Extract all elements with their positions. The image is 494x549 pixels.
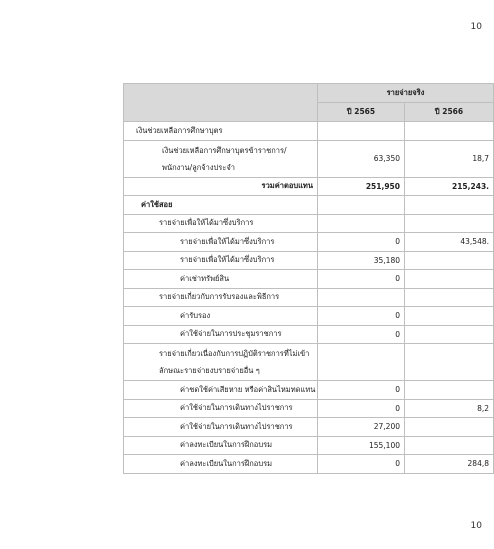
row-label: ค่ารับรอง — [124, 307, 318, 326]
value-2566 — [405, 381, 494, 400]
row-label: ค่าลงทะเบียนในการฝึกอบรม — [124, 436, 318, 455]
row-label: รายจ่ายเกี่ยวเนื่องกับการปฏิบัติราชการที่ไม่เข้าลักษณะรายจ่ายงบรายจ่ายอื่น ๆ — [124, 344, 318, 381]
table-row — [124, 251, 494, 270]
row-label: ค่าเช่าทรัพย์สิน — [124, 270, 318, 289]
value-2565: 155,100 — [318, 436, 405, 455]
row-label: รายจ่ายเพื่อให้ได้มาซึ่งบริการ — [124, 233, 318, 252]
table-row — [124, 325, 494, 344]
value-2565: 35,180 — [318, 251, 405, 270]
value-2565: 0 — [318, 399, 405, 418]
value-2565: 0 — [318, 270, 405, 289]
budget-table — [123, 83, 494, 474]
section-label: ค่าใช้สอย — [124, 196, 318, 215]
value-2565: 63,350 — [318, 140, 405, 177]
total-2566: 215,243. — [405, 177, 494, 196]
table-row-section — [124, 196, 494, 215]
row-label: ค่าใช้จ่ายในการเดินทางไปราชการ — [124, 418, 318, 437]
table-row — [124, 399, 494, 418]
table-row — [124, 140, 494, 177]
page-number-bottom: 10 — [470, 521, 482, 531]
value-2565 — [318, 214, 405, 233]
row-label: ค่าใช้จ่ายในการประชุมราชการ — [124, 325, 318, 344]
value-2566 — [405, 288, 494, 307]
value-2565 — [318, 288, 405, 307]
row-label: รายจ่ายเพื่อให้ได้มาซึ่งบริการ — [124, 214, 318, 233]
header-empty-cell — [124, 84, 318, 122]
row-label: รายจ่ายเพื่อให้ได้มาซึ่งบริการ — [124, 251, 318, 270]
value-2566 — [405, 418, 494, 437]
header-actual-expense: รายจ่ายจริง — [318, 84, 494, 103]
value-2566 — [405, 307, 494, 326]
value-2565 — [318, 122, 405, 141]
header-row-group — [124, 84, 494, 103]
value-2566 — [405, 344, 494, 381]
value-2566 — [405, 251, 494, 270]
table-row — [124, 344, 494, 381]
value-2565: 27,200 — [318, 418, 405, 437]
value-2565: 0 — [318, 455, 405, 474]
value-2566 — [405, 214, 494, 233]
total-2565: 251,950 — [318, 177, 405, 196]
row-label: ค่าลงทะเบียนในการฝึกอบรม — [124, 455, 318, 474]
row-label: เงินช่วยเหลือการศึกษาบุตร — [124, 122, 318, 141]
total-label: รวมค่าตอบแทน — [124, 177, 318, 196]
row-label: รายจ่ายเกี่ยวกับการรับรองและพิธีการ — [124, 288, 318, 307]
table-row — [124, 418, 494, 437]
value-2566 — [405, 436, 494, 455]
table-row — [124, 436, 494, 455]
value-2566 — [405, 325, 494, 344]
value-2566: 284,8 — [405, 455, 494, 474]
value-2565: 0 — [318, 307, 405, 326]
header-year-2566: ปี 2566 — [405, 103, 494, 122]
value-2566: 43,548. — [405, 233, 494, 252]
page-number-top: 10 — [470, 22, 482, 32]
row-label: ค่าชดใช้ค่าเสียหาย หรือค่าสินไหมทดแทน — [124, 381, 318, 400]
row-label: ค่าใช้จ่ายในการเดินทางไปราชการ — [124, 399, 318, 418]
table-row — [124, 270, 494, 289]
value-2566: 18,7 — [405, 140, 494, 177]
table-row — [124, 381, 494, 400]
value-2565: 0 — [318, 233, 405, 252]
value-2566 — [405, 270, 494, 289]
table-row — [124, 122, 494, 141]
table-row — [124, 214, 494, 233]
table-row-total — [124, 177, 494, 196]
value-2566: 8,2 — [405, 399, 494, 418]
value-2565: 0 — [318, 381, 405, 400]
row-label: เงินช่วยเหลือการศึกษาบุตรข้าราชการ/พนักงาน/ลูกจ้างประจำ — [124, 140, 318, 177]
table-row — [124, 455, 494, 474]
table-row — [124, 307, 494, 326]
value-2565 — [318, 196, 405, 215]
value-2566 — [405, 196, 494, 215]
value-2565 — [318, 344, 405, 381]
table-row — [124, 233, 494, 252]
value-2566 — [405, 122, 494, 141]
table-row — [124, 288, 494, 307]
value-2565: 0 — [318, 325, 405, 344]
header-year-2565: ปี 2565 — [318, 103, 405, 122]
